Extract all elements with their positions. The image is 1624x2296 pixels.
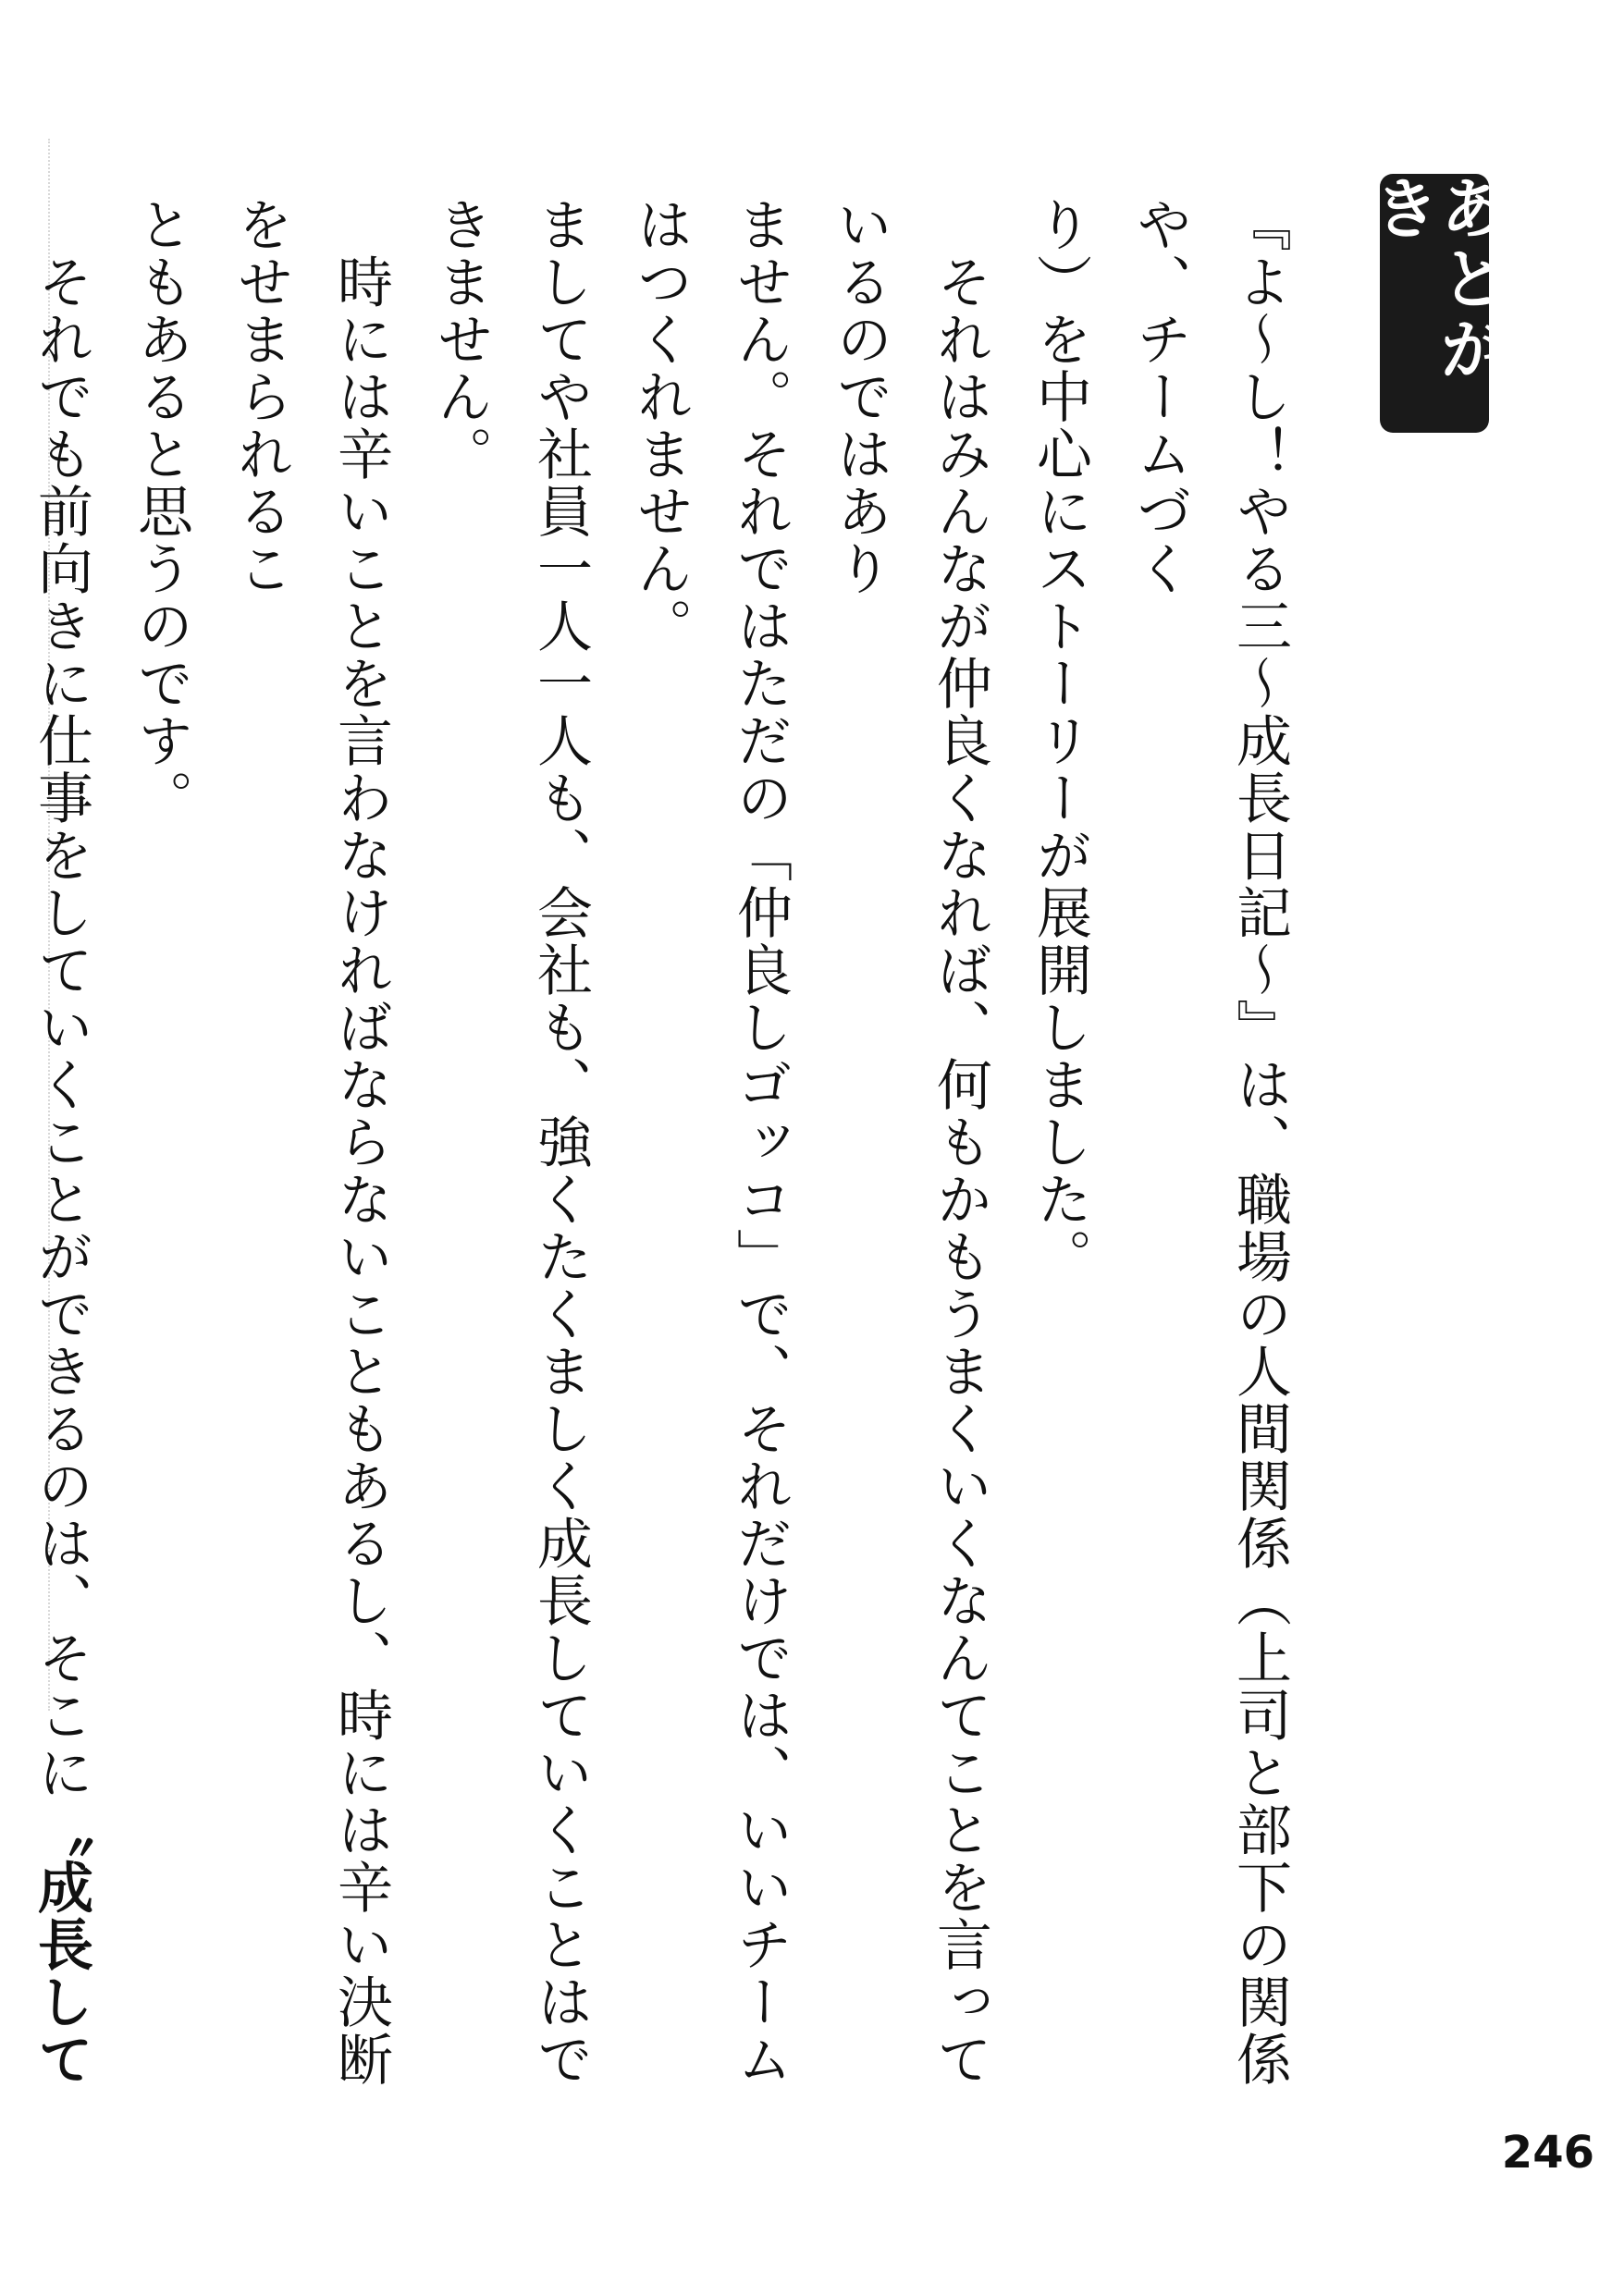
text-line: 時には辛いことを言わなければならないこともあるし、時には辛い決断をせまられるこ <box>228 196 393 2088</box>
text-line: 『よ〜し！やる三〜成長日記〜』は、職場の人間関係（上司と部下の関係や、チームづく <box>1127 196 1292 2088</box>
page-heading: あとがき <box>1362 174 1507 385</box>
text-line: ともあると思うのです。 <box>129 196 193 827</box>
text-line: ません。それではただの「仲良しゴッコ」で、それだけでは、いいチームはつくれません。 <box>628 196 793 2088</box>
text-line: ましてや社員一人一人も、会社も、強くたくましく成長していくことはできません。 <box>428 196 593 2088</box>
text-line: り）を中心にストーリーが展開しました。 <box>1027 196 1092 1285</box>
text-line-with-emphasis <box>0 196 111 2119</box>
text-segment: それでも前向きに仕事をしていくことができるのは、そこに <box>29 196 93 1801</box>
heading-badge <box>1362 174 1507 433</box>
body-text <box>0 196 1310 2119</box>
text-line: それはみんなが仲良くなれば、何もかもうまくいくなんてことを言っているのではあり <box>828 196 992 2088</box>
emphasis-phrase: 〝成長して <box>29 1801 93 2088</box>
page-number: 246 <box>1501 2127 1594 2179</box>
